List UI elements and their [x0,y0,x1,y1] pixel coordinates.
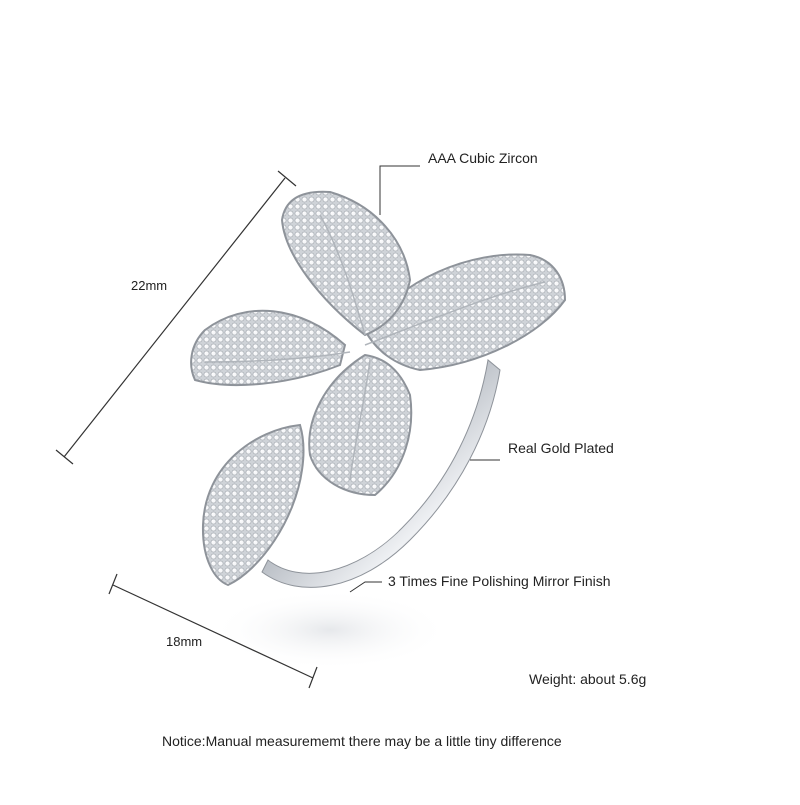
petal-bottom [309,355,411,495]
ring-reflection [210,590,450,670]
zircon-label: AAA Cubic Zircon [428,150,538,166]
petal-top [282,192,410,335]
small-leaf-petal [203,425,304,585]
gold-plated-label: Real Gold Plated [508,440,614,456]
notice-text: Notice:Manual measurememt there may be a little tiny difference [162,733,562,749]
weight-label: Weight: about 5.6g [529,671,647,687]
polish-label: 3 Times Fine Polishing Mirror Finish [388,573,611,589]
width-label: 18mm [166,634,203,649]
height-label: 22mm [131,278,168,293]
petal-left [191,311,345,385]
